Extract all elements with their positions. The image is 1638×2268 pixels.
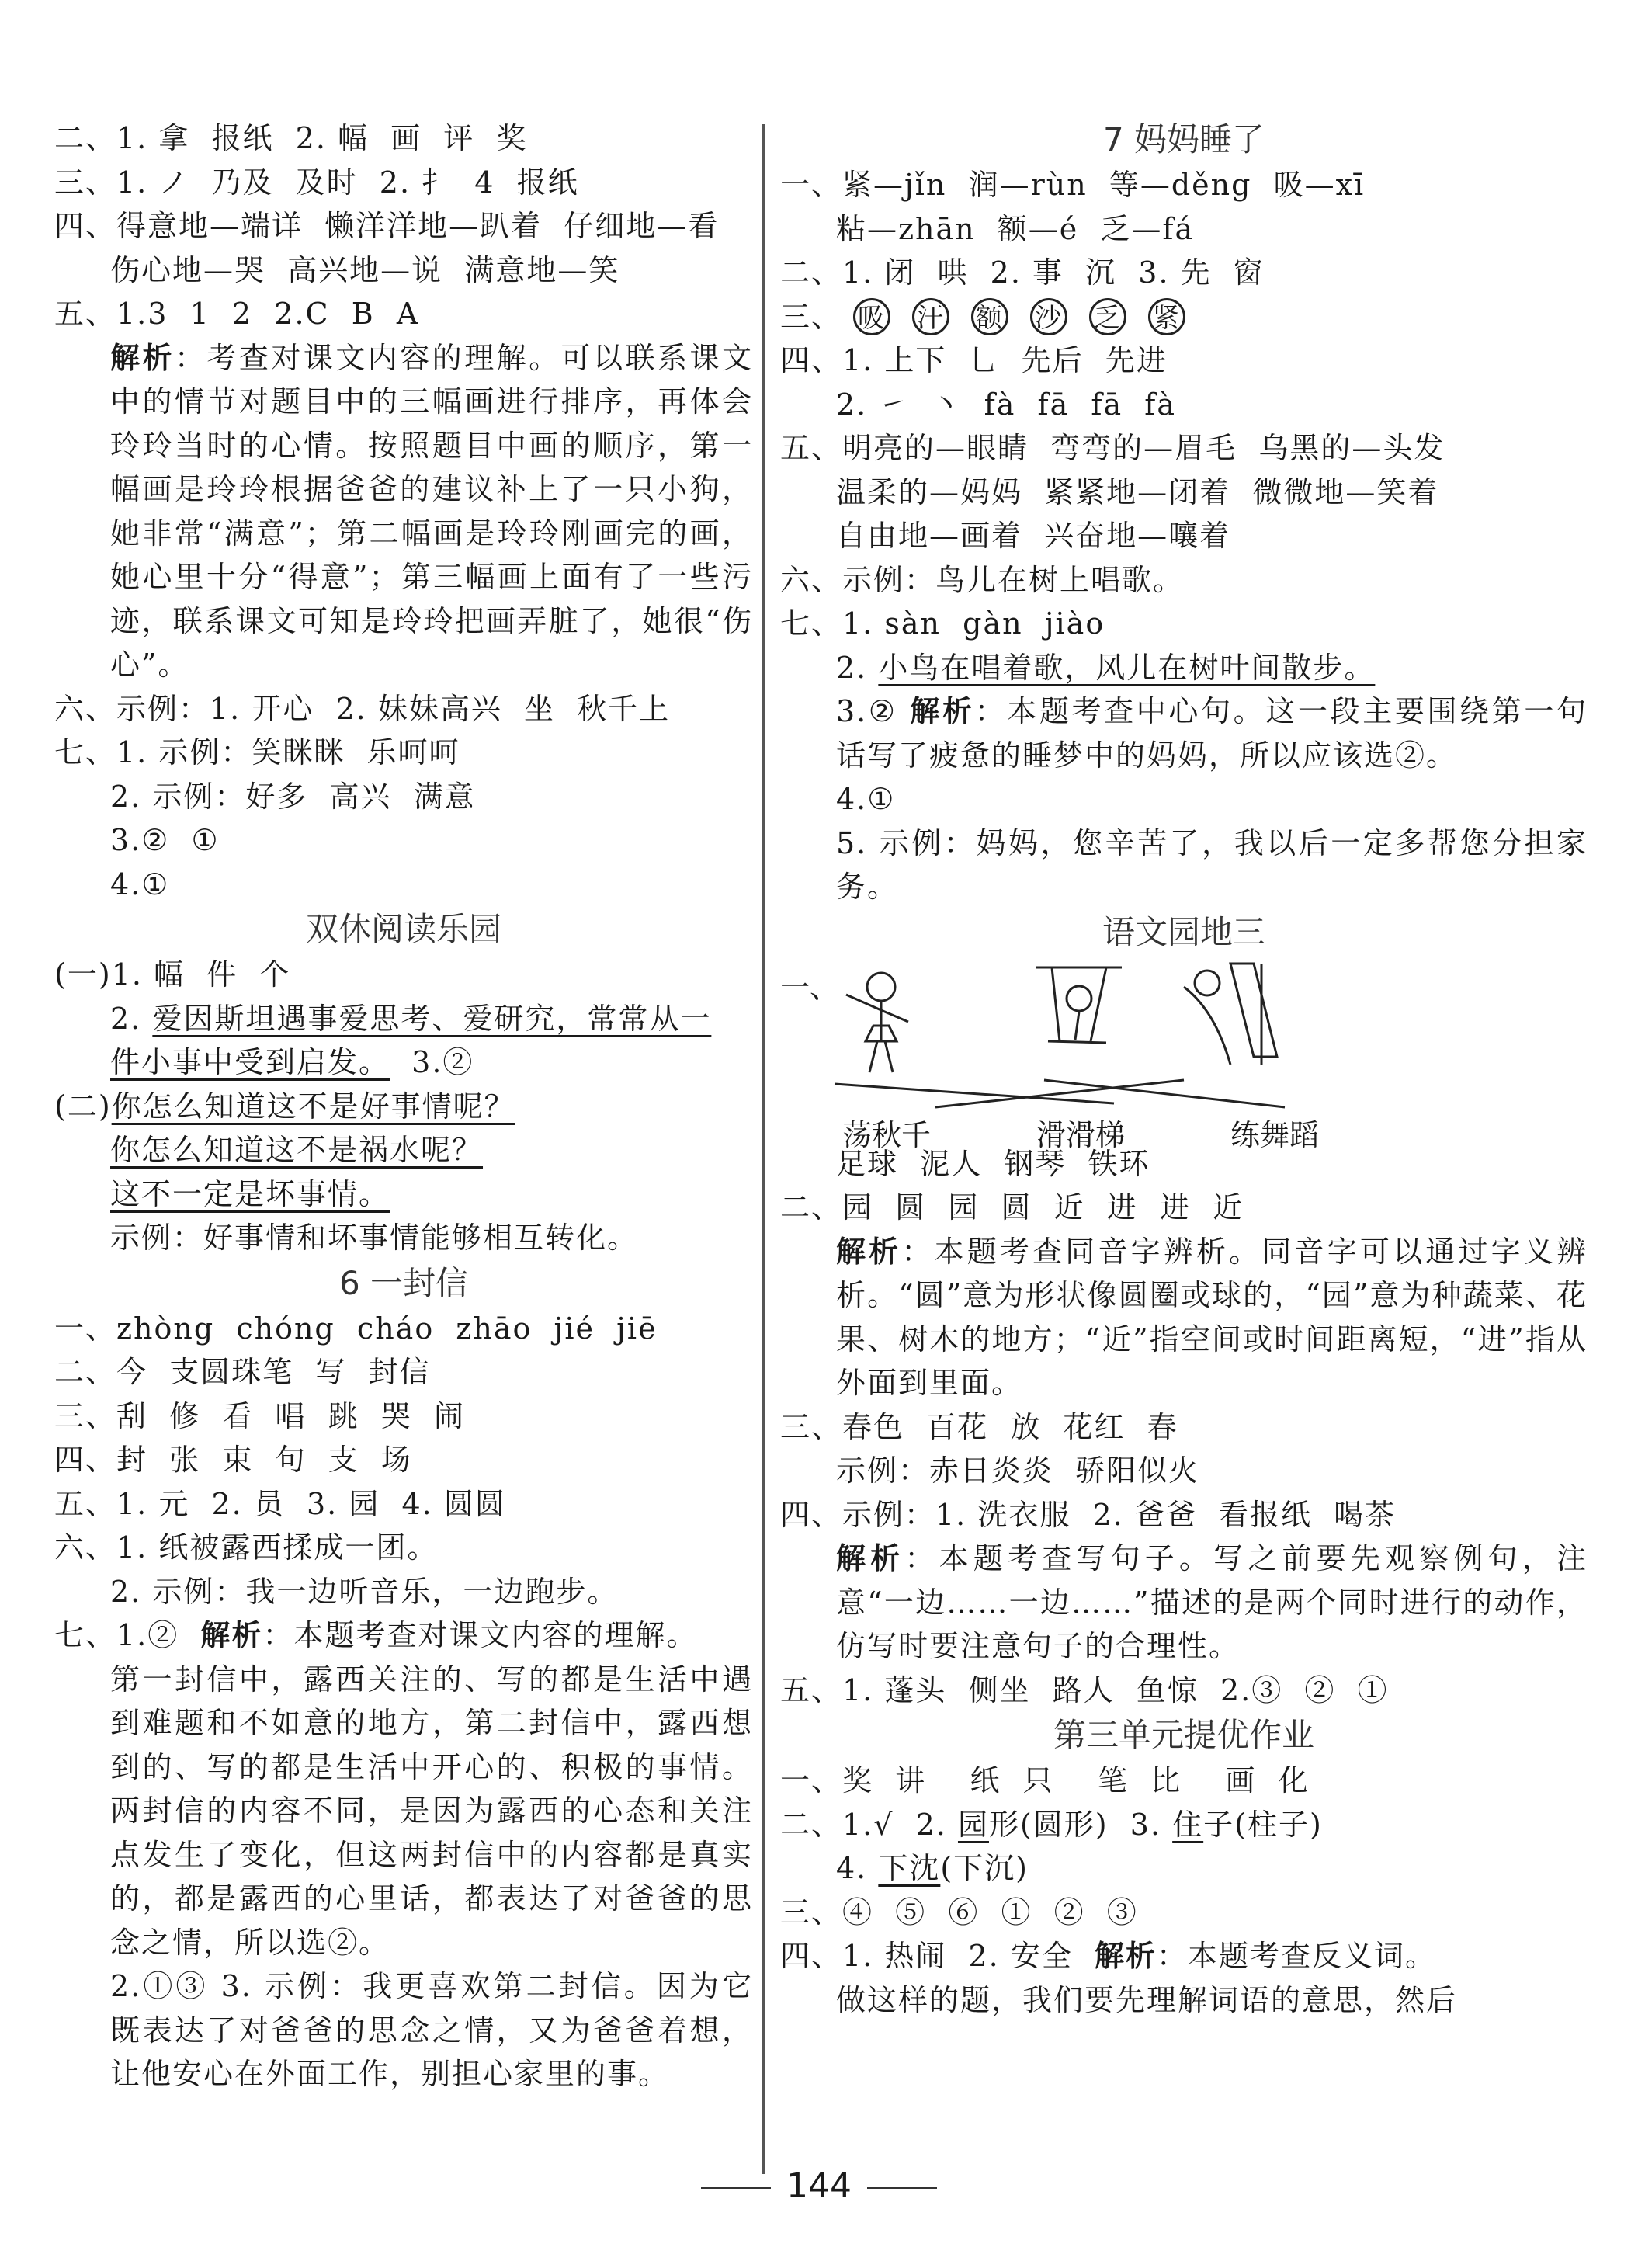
analysis-label: 解析: [836, 1233, 902, 1269]
underlined-answer: 件小事中受到启发。: [110, 1045, 390, 1079]
answer-line: 三、1. ノ 乃及 及时 2. 扌 4 报纸: [54, 165, 579, 200]
matching-illustration: [780, 956, 1588, 1152]
answer-line: 温柔的—妈妈 紧紧地—闭着 微微地—笑着: [836, 474, 1439, 509]
section-title: 6 一封信: [338, 1263, 469, 1302]
answer-line: 三、刮 修 看 唱 跳 哭 闹: [54, 1398, 465, 1433]
answer-line: 2. 示例：好多 高兴 满意: [110, 779, 476, 814]
answer-line: 四、封 张 束 句 支 场: [54, 1443, 412, 1477]
column-divider: [762, 124, 765, 2174]
answer-line: [54, 1172, 753, 1217]
answer-line: 四、得意地—端详 懒洋洋地—趴着 仔细地—看: [54, 209, 720, 243]
underlined-answer: 你怎么知道这不是祸水呢？: [110, 1133, 484, 1167]
analysis-paragraph: [780, 689, 1588, 777]
answer-line: 七、1. sàn gàn jiào: [780, 606, 1105, 641]
answer-line: 4.①: [836, 782, 896, 816]
analysis-label: 解析: [836, 1540, 905, 1575]
answer-line: 一、奖 讲 纸 只 笔 比 画 化: [780, 1763, 1310, 1797]
answer-number: (二): [54, 1089, 112, 1124]
answer-line: 粘—zhān 额—é 乏—fá: [836, 211, 1195, 246]
picture-label: 滑滑梯: [1036, 1117, 1126, 1152]
underlined-answer: 这不一定是坏事情。: [110, 1176, 390, 1211]
answer-line: 示例：赤日炎炎 骄阳似火: [836, 1454, 1200, 1488]
analysis-text: ：本题考查反义词。: [1157, 1939, 1437, 1973]
answer-line: 五、1.3 1 2 2.C B A: [54, 297, 420, 331]
answer-line: 六、示例：鸟儿在树上唱歌。: [780, 562, 1185, 597]
analysis-paragraph: [780, 1537, 1588, 1669]
answer-paragraph: 5. 示例：妈妈，您辛苦了，我以后一定多帮您分担家务。: [836, 825, 1588, 904]
footer-dash: [701, 2187, 771, 2189]
answer-line: 二、1. 拿 报纸 2. 幅 画 评 奖: [54, 121, 528, 155]
circled-char: 额: [971, 298, 1008, 335]
answer-line: 自由地—画着 兴奋地—嚷着: [836, 519, 1231, 553]
analysis-label: 解析: [200, 1617, 263, 1652]
answer-line: 二、园 圆 园 圆 近 进 进 近: [780, 1190, 1244, 1224]
answer-text: 形(圆形) 3.: [988, 1807, 1173, 1842]
dancer-icon: [846, 973, 908, 1072]
answer-line: 六、示例：1. 开心 2. 妹妹高兴 坐 秋千上: [54, 691, 671, 726]
answer-text: 3.②: [390, 1045, 474, 1079]
answer-line: 示例：好事情和坏事情能够相互转化。: [110, 1221, 639, 1255]
section-title: 7 妈妈睡了: [1102, 120, 1265, 158]
right-column: [780, 116, 1588, 2022]
answer-line: 一、zhòng chóng cháo zhāo jié jiē: [54, 1311, 658, 1346]
answer-text: (下沉): [940, 1851, 1029, 1885]
analysis-label: 解析: [110, 339, 175, 375]
section-title: 双休阅读乐园: [305, 910, 501, 948]
matching-lines: [835, 1080, 1285, 1107]
analysis-text: ：考查对课文内容的理解。可以联系课文中的情节对题目中的三幅画进行排序，再体会玲玲当时的心情。按照题目中画的顺序，第一幅画是玲玲根据爸爸的建议补上了一只小狗，她非常“满意”；第二幅画是玲玲刚画完的画，她心里十分“得意”；第三幅画上面有了一些污迹，联系课文可知是玲玲把画弄脏了，她很“伤心”。: [110, 340, 753, 682]
answer-line: [54, 1613, 753, 1658]
left-column: [54, 116, 753, 2096]
circled-char: 沙: [1030, 298, 1067, 335]
answer-line: [780, 1846, 1588, 1891]
answer-line: 五、1. 蓬头 侧坐 路人 鱼惊 2.③ ② ①: [780, 1672, 1389, 1707]
answer-line: 做这样的题，我们要先理解词语的意思，然后: [836, 1982, 1458, 2017]
section-title: 语文园地三: [1102, 912, 1265, 951]
answer-line: 六、1. 纸被露西揉成一团。: [54, 1530, 439, 1565]
answer-line: 伤心地—哭 高兴地—说 满意地—笑: [110, 252, 620, 287]
answer-line: 二、今 支圆珠笔 写 封信: [54, 1355, 431, 1389]
footer-dash: [867, 2187, 937, 2189]
answer-line: [54, 1128, 753, 1172]
answer-line: 足球 泥人 钢琴 铁环: [836, 1146, 1150, 1181]
answer-line: 3.② ①: [110, 823, 220, 857]
underlined-answer: 小鸟在唱着歌，风儿在树叶间散步。: [878, 650, 1376, 685]
answer-line: 2. ㇀ 丶 fà fā fā fà: [836, 387, 1177, 422]
circled-char: 汗: [912, 298, 949, 335]
answer-line: [780, 1934, 1588, 1978]
matching-drawing: [780, 956, 1588, 1111]
analysis-label: 解析: [1095, 1938, 1157, 1973]
answer-line: [780, 646, 1588, 690]
picture-label: 练舞蹈: [1230, 1117, 1320, 1152]
underlined-answer: 你怎么知道这不是好事情呢？: [111, 1089, 515, 1124]
answer-line: 五、明亮的—眼睛 弯弯的—眉毛 乌黑的—头发: [780, 431, 1445, 465]
answer-line: [780, 1803, 1588, 1847]
answer-line: 四、示例：1. 洗衣服 2. 爸爸 看报纸 喝茶: [780, 1497, 1397, 1532]
answer-line: 四、1. 上下 乚 先后 先进: [780, 343, 1168, 377]
answer-line: 五、1. 元 2. 员 3. 园 4. 圆圆: [54, 1486, 506, 1521]
picture-label: 荡秋千: [842, 1117, 932, 1152]
analysis-text: ：本题考查对课文内容的理解。: [262, 1618, 698, 1652]
answer-text: 子(柱子): [1203, 1807, 1323, 1842]
answer-line: 2. 示例：我一边听音乐，一边跑步。: [110, 1574, 619, 1609]
analysis-paragraph: [54, 336, 753, 687]
answer-text: 四、1. 热闹 2. 安全: [780, 1939, 1095, 1973]
underlined-answer: 住: [1172, 1807, 1204, 1842]
circled-char: 乏: [1089, 298, 1126, 335]
analysis-paragraph: 第一封信中，露西关注的、写的都是生活中遇到难题和不如意的地方，第二封信中，露西想到的、写的都是生活中开心的、积极的事情。两封信的内容不同，是因为露西的心态和关注点发生了变化，但这两封信中的内容都是真实的，都是露西的心里话，都表达了对爸爸的思念之情，所以选②。: [110, 1662, 753, 1960]
answer-line: [54, 997, 753, 1041]
underlined-answer: 下沈: [878, 1851, 941, 1885]
answer-number: 七、1.②: [54, 1618, 201, 1652]
analysis-paragraph: [780, 1230, 1588, 1405]
answer-paragraph: 2.①③ 3. 示例：我更喜欢第二封信。因为它既表达了对爸爸的思念之情，又为爸爸着想，让他安心在外面工作，别担心家里的事。: [110, 1969, 753, 2091]
page-number: 144: [786, 2166, 852, 2206]
answer-number: 一、: [780, 970, 840, 1005]
analysis-text: ：本题考查同音字辨析。同音字可以通过字义辨析。“圆”意为形状像圆圈或球的，“园”意为种蔬菜、花果、树木的地方；“近”指空间或时间距离短，“进”指从外面到里面。: [836, 1234, 1588, 1400]
answer-text: 二、1.√ 2.: [780, 1807, 958, 1842]
answer-number: 4.: [836, 1851, 879, 1885]
answer-number: 3.②: [836, 694, 911, 728]
analysis-text: ：本题考查写句子。写之前要先观察例句，注意“一边……一边……”描述的是两个同时进行的动作，仿写时要注意句子的合理性。: [836, 1541, 1588, 1663]
answer-line: 三、春色 百花 放 花红 春: [780, 1409, 1178, 1444]
swing-icon: [1036, 967, 1122, 1043]
answer-line: 七、1. 示例：笑眯眯 乐呵呵: [54, 735, 460, 769]
answer-line: 二、1. 闭 哄 2. 事 沉 3. 先 窗: [780, 255, 1265, 290]
analysis-text: ：本题考查中心句。这一段主要围绕第一句话写了疲惫的睡梦中的妈妈，所以应该选②。: [836, 694, 1588, 773]
answer-line: 4.①: [110, 867, 170, 901]
section-title: 第三单元提优作业: [1053, 1716, 1314, 1754]
circled-char: 紧: [1148, 298, 1185, 335]
answer-line: 三、④ ⑤ ⑥ ① ② ③: [780, 1895, 1138, 1929]
analysis-label: 解析: [910, 693, 975, 728]
slide-icon: [1184, 964, 1277, 1065]
answer-line: [54, 1040, 753, 1085]
answer-line: 一、紧—jǐn 润—rùn 等—děng 吸—xī: [780, 168, 1366, 202]
answer-line: [780, 295, 1588, 339]
underlined-answer: 爱因斯坦遇事爱思考、爱研究，常常从一: [152, 1001, 712, 1036]
answer-number: 2.: [836, 650, 879, 685]
answer-number: 三、: [780, 299, 843, 334]
answer-line: (一)1. 幅 件 个: [54, 957, 291, 992]
page-number-footer: [0, 2166, 1638, 2206]
answer-number: 2.: [110, 1001, 153, 1036]
underlined-answer: 园: [957, 1807, 989, 1842]
circled-char: 吸: [853, 298, 890, 335]
answer-line: [54, 1085, 753, 1129]
